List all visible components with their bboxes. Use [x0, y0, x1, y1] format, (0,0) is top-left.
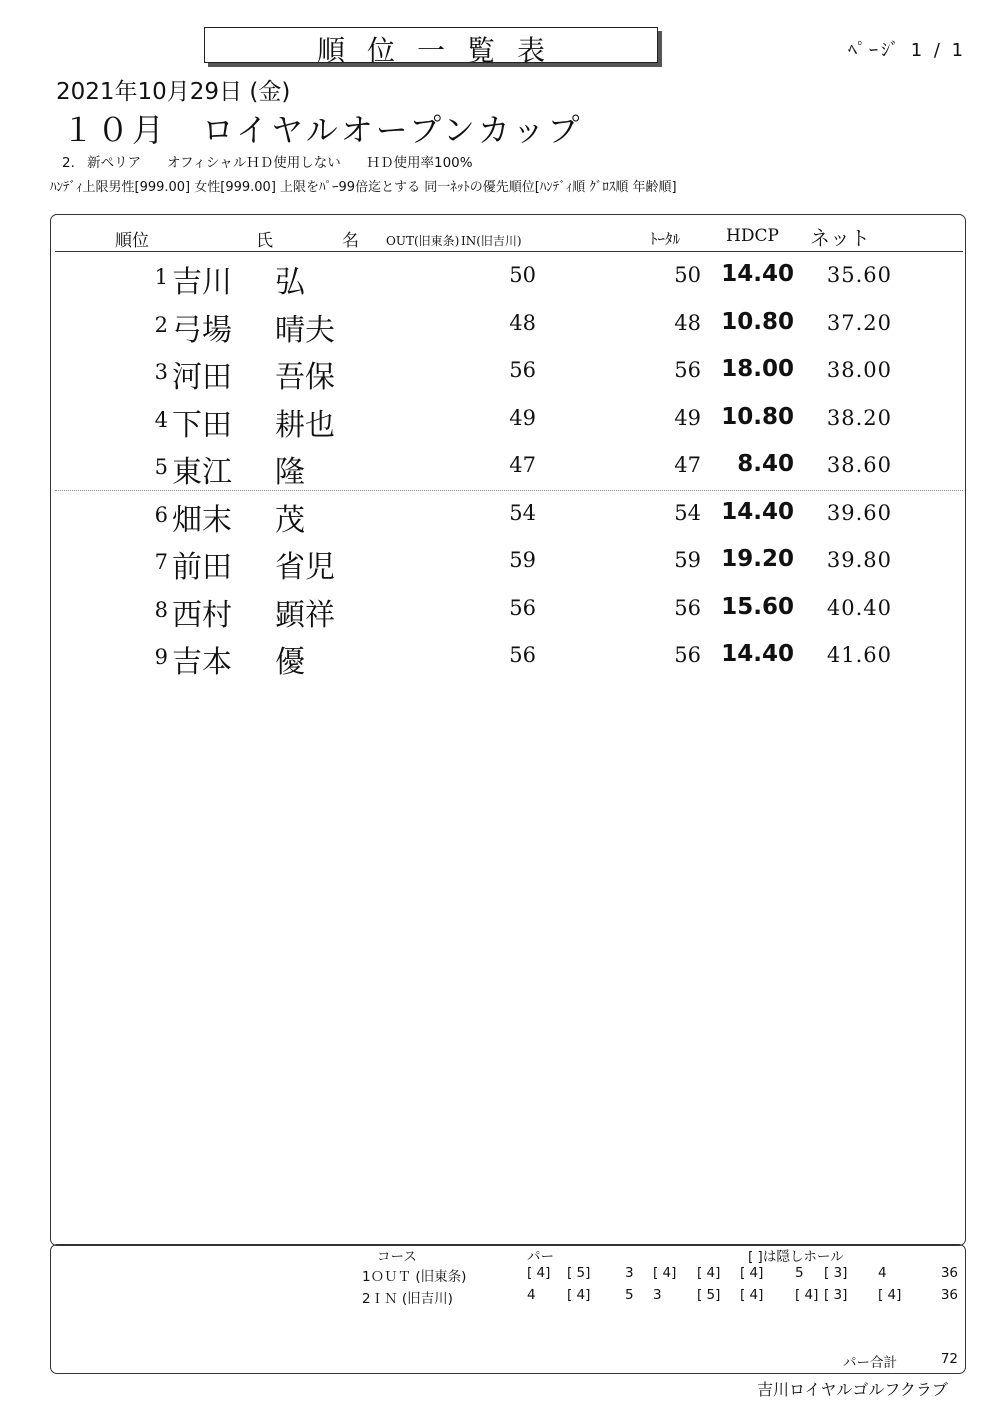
par-cell: 4 — [878, 1265, 887, 1281]
result-rank: 8 — [154, 597, 168, 622]
result-row — [0, 445, 1000, 493]
result-out: 48 — [509, 310, 536, 335]
par-cell: [ 4] — [878, 1287, 902, 1303]
result-hdcp: 14.40 — [721, 498, 794, 525]
result-net: 38.20 — [826, 405, 892, 430]
title-box — [204, 27, 658, 67]
result-net: 35.60 — [826, 263, 892, 287]
col-header-name-1: 氏 — [256, 231, 273, 251]
result-rank: 2 — [154, 312, 168, 337]
result-family: 下田 — [172, 407, 232, 443]
result-total: 47 — [674, 453, 701, 477]
result-given: 弘 — [275, 265, 305, 300]
result-row — [0, 255, 1000, 303]
result-total: 59 — [674, 548, 701, 572]
result-net: 38.00 — [826, 358, 892, 382]
result-net: 38.60 — [826, 453, 892, 477]
col-header-total: ﾄｰﾀﾙ — [650, 230, 681, 248]
result-net: 37.20 — [826, 310, 892, 335]
result-total: 54 — [674, 500, 701, 525]
col-header-name-2: 名 — [342, 231, 359, 251]
result-hdcp: 19.20 — [721, 546, 794, 572]
result-out: 56 — [509, 595, 536, 620]
result-family: 畑末 — [172, 502, 232, 538]
par-label: パー — [527, 1249, 554, 1265]
par-cell: [ 3] — [824, 1265, 848, 1281]
col-header-hdcp: HDCP — [726, 226, 779, 246]
course1-name: 1ＯＵＴ (旧東条) — [362, 1269, 467, 1285]
par-total: 72 — [940, 1351, 958, 1367]
result-family: 弓場 — [172, 312, 232, 348]
result-out: 59 — [509, 548, 536, 572]
result-family: 西村 — [172, 597, 232, 633]
page-number: ﾍﾟｰｼﾞ 1 / 1 — [848, 40, 967, 61]
par-cell: [ 4] — [653, 1265, 677, 1281]
result-given: 晴夫 — [275, 312, 335, 348]
col-header-net: ネット — [810, 226, 870, 250]
result-net: 39.60 — [826, 500, 892, 525]
result-rank: 6 — [154, 502, 168, 527]
handicap-conditions: ﾊﾝﾃﾞｨ上限男性[999.00] 女性[999.00] 上限をﾊﾟｰ99倍迄とする 同一ﾈｯﾄの優先順位[ﾊﾝﾃﾞｨ順 ｸﾞﾛｽ順 年齢順] — [50, 180, 677, 195]
result-row — [0, 635, 1000, 683]
par-cell: [ 4] — [740, 1287, 764, 1303]
result-total: 56 — [674, 358, 701, 382]
result-family: 吉川 — [172, 265, 232, 300]
result-family: 吉本 — [172, 645, 232, 680]
page-title: 順位一覧表 — [316, 34, 567, 67]
result-family: 河田 — [172, 360, 232, 395]
par-cell: 3 — [625, 1265, 634, 1281]
result-total: 48 — [674, 310, 701, 335]
result-rank: 4 — [154, 407, 168, 432]
result-out: 56 — [509, 358, 536, 382]
result-rank: 1 — [154, 265, 168, 289]
result-family: 前田 — [172, 550, 232, 585]
result-out: 50 — [509, 263, 536, 287]
result-family: 東江 — [172, 455, 232, 490]
result-total: 56 — [674, 595, 701, 620]
result-given: 省児 — [275, 550, 335, 585]
result-total: 49 — [674, 405, 701, 430]
par-cell: [ 3] — [824, 1287, 848, 1303]
par-cell: [ 4] — [567, 1287, 591, 1303]
result-row — [0, 398, 1000, 446]
result-out: 49 — [509, 405, 536, 430]
result-out: 47 — [509, 453, 536, 477]
result-rank: 3 — [154, 360, 168, 384]
result-given: 茂 — [275, 502, 305, 538]
result-row — [0, 493, 1000, 541]
course1-total: 36 — [940, 1265, 958, 1281]
par-cell: [ 4] — [697, 1265, 721, 1281]
result-hdcp: 15.60 — [721, 593, 794, 620]
result-row — [0, 350, 1000, 398]
par-total-label: パー合計 — [843, 1355, 897, 1371]
result-net: 39.80 — [826, 548, 892, 572]
header-divider — [55, 251, 963, 252]
course2-name: 2ＩＮ (旧吉川) — [362, 1291, 453, 1307]
par-cell: 5 — [795, 1265, 804, 1281]
result-row — [0, 588, 1000, 636]
par-cell: [ 5] — [697, 1287, 721, 1303]
result-given: 吾保 — [275, 360, 335, 395]
col-header-in: IN(旧吉川) — [461, 234, 522, 248]
result-out: 54 — [509, 500, 536, 525]
course-label: コース — [377, 1249, 417, 1265]
result-hdcp: 14.40 — [721, 261, 794, 287]
par-cell: 5 — [625, 1287, 634, 1303]
result-total: 56 — [674, 643, 701, 667]
event-date: 2021年10月29日 (金) — [56, 79, 291, 105]
result-row — [0, 540, 1000, 588]
club-name: 吉川ロイヤルゴルフクラブ — [757, 1380, 948, 1399]
par-cell: 4 — [527, 1287, 536, 1303]
result-hdcp: 10.80 — [721, 403, 794, 430]
col-header-rank: 順位 — [115, 231, 149, 251]
event-name: １０月 ロイヤルオープンカップ — [62, 111, 583, 149]
result-given: 耕也 — [275, 407, 335, 443]
result-row — [0, 303, 1000, 351]
result-hdcp: 14.40 — [721, 641, 794, 667]
par-cell: [ 5] — [567, 1265, 591, 1281]
result-given: 隆 — [275, 455, 305, 490]
result-rank: 7 — [154, 550, 168, 574]
result-rank: 9 — [154, 645, 168, 669]
result-hdcp: 18.00 — [721, 356, 794, 382]
hidden-hole-note: [ ]は隠しホール — [748, 1249, 844, 1265]
par-cell: [ 4] — [740, 1265, 764, 1281]
result-total: 50 — [674, 263, 701, 287]
par-cell: [ 4] — [527, 1265, 551, 1281]
result-rank: 5 — [154, 455, 168, 479]
result-given: 顕祥 — [275, 597, 335, 633]
result-given: 優 — [275, 645, 305, 680]
course2-total: 36 — [940, 1287, 958, 1303]
col-header-out: OUT(旧東条) — [386, 234, 460, 248]
result-out: 56 — [509, 643, 536, 667]
result-net: 41.60 — [826, 643, 892, 667]
result-hdcp: 10.80 — [721, 308, 794, 335]
scoring-conditions: 2. 新ペリア オフィシャルＨＤ使用しない ＨＤ使用率100% — [62, 155, 473, 171]
par-cell: [ 4] — [795, 1287, 819, 1303]
result-hdcp: 8.40 — [737, 451, 794, 477]
result-net: 40.40 — [826, 595, 892, 620]
par-cell: 3 — [653, 1287, 662, 1303]
